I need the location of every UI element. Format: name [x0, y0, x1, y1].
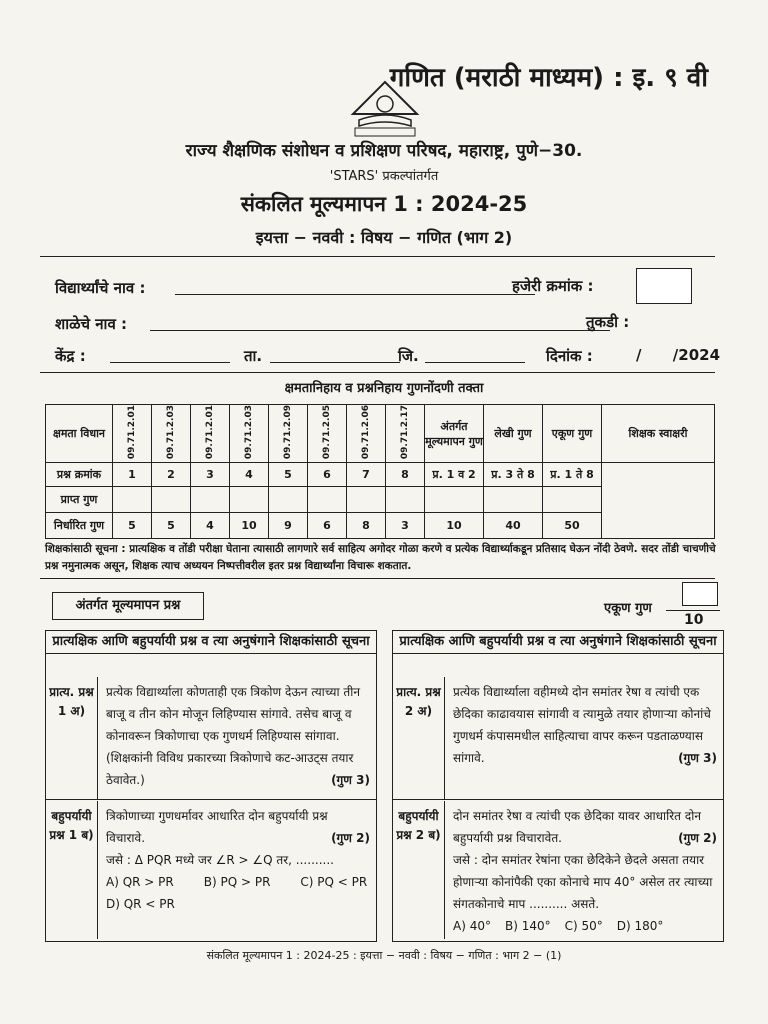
question-label: प्रात्य. प्रश्न 2 अ) [393, 677, 445, 799]
table-row [46, 463, 715, 487]
score-cell[interactable] [230, 487, 269, 513]
district-label: जि. [398, 347, 419, 365]
district-field[interactable] [425, 362, 525, 363]
table-cell: प्र. 3 ते 8 [484, 463, 543, 487]
question-example: जसे : Δ PQR मध्ये जर ∠R > ∠Q तर, .......... [106, 853, 334, 867]
table-cell: 4 [191, 513, 230, 539]
competency-code: 09.71.2.05 [322, 405, 332, 460]
table-cell: एकूण गुण [543, 405, 602, 463]
page-footer: संकलित मूल्यमापन 1 : 2024-25 : इयत्ता − नववी : विषय − गणित : भाग 2 − (1) [206, 949, 562, 962]
signature-cell[interactable] [602, 463, 715, 539]
option: C) PQ < PR [300, 875, 368, 889]
divider [40, 578, 715, 579]
question-label: बहुपर्यायी प्रश्न 2 ब) [393, 801, 445, 939]
centre-field[interactable] [110, 362, 230, 363]
option: B) PQ > PR [203, 875, 271, 889]
right-question-panel [392, 630, 724, 942]
taluka-field[interactable] [270, 362, 400, 363]
option: A) 40° [453, 919, 491, 933]
total-marks-max: 10 [684, 612, 704, 628]
table-cell: 40 [484, 513, 543, 539]
question-text: दोन समांतर रेषा व त्यांची एक छेदिका यावर आधारित दोन बहुपर्यायी प्रश्न विचारावेत. [453, 809, 701, 845]
organization-name: राज्य शैक्षणिक संशोधन व प्रशिक्षण परिषद, महाराष्ट्र, पुणे−30. [185, 141, 583, 161]
date-label: दिनांक : [546, 347, 593, 365]
table-cell: 5 [113, 513, 152, 539]
marks-table [45, 404, 715, 539]
score-cell[interactable] [308, 487, 347, 513]
question-row [393, 677, 723, 800]
fraction-line [666, 610, 720, 611]
table-cell: निर्धारित गुण [46, 513, 113, 539]
division-label: तुकडी : [586, 313, 630, 331]
question-label: प्रात्य. प्रश्न 1 अ) [46, 677, 98, 799]
table-cell: 3 [191, 463, 230, 487]
question-marks: (गुण 3) [678, 751, 717, 765]
student-name-label: विद्यार्थ्यांचे नाव : [55, 279, 146, 297]
competency-code: 09.71.2.09 [283, 405, 293, 460]
project-label: 'STARS' प्रकल्पांतर्गत [329, 169, 439, 184]
table-title: क्षमतानिहाय व प्रश्ननिहाय गुणनोंदणी तक्ता [284, 381, 484, 396]
competency-code: 09.71.2.01 [127, 405, 137, 460]
scert-logo [345, 80, 425, 140]
competency-code: 09.71.2.17 [400, 405, 410, 460]
score-cell[interactable] [425, 487, 484, 513]
question-example: जसे : दोन समांतर रेषांना एका छेदिकेने छेदले असता तयार होणाऱ्या कोनांपैकी एका कोनाचे माप 40° असेल तर त्याच्या संगतकोनाचे माप .......... असते. [453, 853, 713, 911]
table-cell: 1 [113, 463, 152, 487]
table-cell: 6 [308, 513, 347, 539]
competency-code: 09.71.2.03 [166, 405, 176, 460]
competency-code: 09.71.2.01 [205, 405, 215, 460]
score-cell[interactable] [347, 487, 386, 513]
question-row [393, 801, 723, 939]
question-text: प्रत्येक विद्यार्थ्याला कोणताही एक त्रिकोण देऊन त्याच्या तीन बाजू व तीन कोन मोजून लिहिण्यास सांगावे. तसेच बाजू व कोनावरून त्रिकोणाचा एक गुणधर्म लिहिण्यास सांगावा. (शिक्षकांनी विविध प्रकारच्या त्रिकोणाचे कट-आउट्स तयार ठेवावेत.) [106, 685, 361, 787]
exam-title: संकलित मूल्यमापन 1 : 2024-25 [240, 192, 528, 216]
table-cell: 5 [152, 513, 191, 539]
teacher-note: शिक्षकांसाठी सूचना : प्रात्यक्षिक व तोंडी परीक्षा घेताना त्यासाठी लागणारे सर्व साहित्य अगोदर गोळा करणे व प्रत्येक विद्यार्थ्याकडून प्रतिसाद घेऊन नोंदी ठेवणे. सदर तोंडी चाचणीचे प्रश्न नमुनात्मक असून, शिक्षक त्याच अध्ययन निष्पत्तीवरील इतर प्रश्न विद्यार्थ्यांना विचारू शकतात. [45, 543, 716, 572]
table-cell: प्रश्न क्रमांक [46, 463, 113, 487]
school-name-field[interactable] [150, 330, 610, 331]
competency-code: 09.71.2.03 [244, 405, 254, 460]
table-cell: 5 [269, 463, 308, 487]
question-label: बहुपर्यायी प्रश्न 1 ब) [46, 801, 98, 939]
divider [40, 372, 715, 373]
table-cell: 3 [386, 513, 425, 539]
table-cell: 2 [152, 463, 191, 487]
panel-heading: प्रात्यक्षिक आणि बहुपर्यायी प्रश्न व त्या अनुषंगाने शिक्षकांसाठी सूचना [393, 631, 723, 654]
class-subject-line: इयत्ता − नववी : विषय − गणित (भाग 2) [255, 228, 513, 247]
roll-number-box[interactable] [636, 268, 692, 304]
score-cell[interactable] [152, 487, 191, 513]
option: C) 50° [564, 919, 603, 933]
question-row [46, 677, 376, 800]
option: A) QR > PR [106, 875, 174, 889]
question-row [46, 801, 376, 939]
question-marks: (गुण 3) [331, 773, 370, 787]
left-question-panel [45, 630, 377, 942]
score-cell[interactable] [191, 487, 230, 513]
divider [40, 256, 715, 257]
table-cell: अंतर्गत मूल्यमापन गुण [425, 405, 484, 463]
table-cell: क्षमता विधान [46, 405, 113, 463]
table-cell: प्राप्त गुण [46, 487, 113, 513]
table-cell: 4 [230, 463, 269, 487]
internal-assessment-label: अंतर्गत मूल्यमापन प्रश्न [52, 592, 204, 620]
subject-title: गणित (मराठी माध्यम) : इ. ९ वी [389, 63, 708, 93]
school-name-label: शाळेचे नाव : [55, 315, 128, 333]
table-cell: लेखी गुण [484, 405, 543, 463]
student-name-field[interactable] [175, 294, 535, 295]
total-marks-label: एकूण गुण [604, 601, 652, 616]
score-cell[interactable] [386, 487, 425, 513]
table-cell: 6 [308, 463, 347, 487]
table-cell: शिक्षक स्वाक्षरी [602, 405, 715, 463]
question-text: प्रत्येक विद्यार्थ्याला वहीमध्ये दोन समांतर रेषा व त्यांची एक छेदिका काढावयास सांगावी व त्यामुळे तयार होणाऱ्या कोनांचे गुणधर्म कंपासमधील साहित्याचा वापर करून पडताळण्यास सांगावे. [453, 685, 711, 765]
score-cell[interactable] [113, 487, 152, 513]
option: D) QR < PR [106, 897, 175, 911]
table-cell: 8 [386, 463, 425, 487]
table-cell: 7 [347, 463, 386, 487]
total-marks-box[interactable] [682, 582, 718, 606]
roll-number-label: हजेरी क्रमांक : [512, 277, 594, 295]
panel-heading: प्रात्यक्षिक आणि बहुपर्यायी प्रश्न व त्या अनुषंगाने शिक्षकांसाठी सूचना [46, 631, 376, 654]
option: D) 180° [616, 919, 664, 933]
centre-label: केंद्र : [55, 347, 86, 365]
table-cell: 8 [347, 513, 386, 539]
question-text: त्रिकोणाच्या गुणधर्मावर आधारित दोन बहुपर्यायी प्रश्न विचारावे. [106, 809, 328, 845]
option: B) 140° [504, 919, 551, 933]
competency-code: 09.71.2.06 [361, 405, 371, 460]
table-cell: 10 [425, 513, 484, 539]
table-cell: 50 [543, 513, 602, 539]
question-marks: (गुण 2) [331, 831, 370, 845]
date-value[interactable]: / /2024 [636, 346, 721, 364]
table-row [46, 405, 715, 463]
question-marks: (गुण 2) [678, 831, 717, 845]
table-cell: 10 [230, 513, 269, 539]
table-cell: 9 [269, 513, 308, 539]
score-cell[interactable] [269, 487, 308, 513]
table-cell: प्र. 1 ते 8 [543, 463, 602, 487]
score-cell[interactable] [543, 487, 602, 513]
taluka-label: ता. [244, 347, 263, 365]
table-cell: प्र. 1 व 2 [425, 463, 484, 487]
score-cell[interactable] [484, 487, 543, 513]
